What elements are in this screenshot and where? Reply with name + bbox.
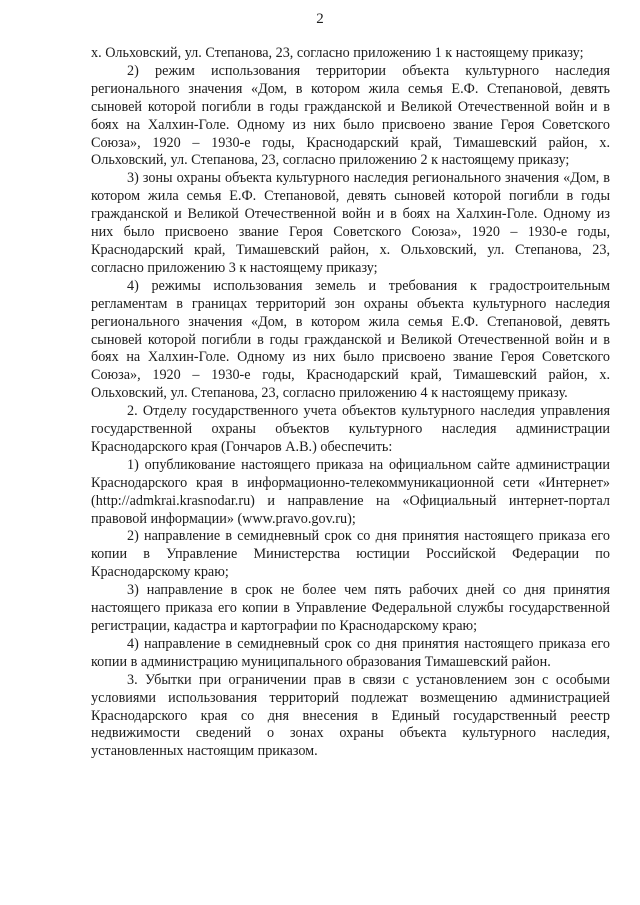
paragraph-item-3-protection-zones: 3) зоны охраны объекта культурного наследия регионального значения «Дом, в котором жила семья Е.Ф. Степановой, девять сыновей которой погибли в годы гражданской и Великой Отечественной войн и в боях на Халхин-Голе. Одному из них было присвоено звание Героя Советского Союза», 1920 – 1930-е годы, Краснодарский край, Тимашевский район, х. Ольховский, ул. Степанова, 23, согласно приложению 3 к настоящему приказу; bbox=[91, 170, 610, 276]
paragraph-item-2-territory-regime: 2) режим использования территории объекта культурного наследия регионального значения «Дом, в котором жила семья Е.Ф. Степановой, девять сыновей которой погибли в годы гражданской и Великой Отечественной войн и в боях на Халхин-Голе. Одному из них было присвоено звание Героя Советского Союза», 1920 – 1930-е годы, Краснодарский край, Тимашевский район, х. Ольховский, ул. Степанова, 23, согласно приложению 2 к настоящему приказу; bbox=[91, 62, 610, 169]
paragraph-item-4-land-use-regimes: 4) режимы использования земель и требования к градостроительным регламентам в границах территорий зон охраны объекта культурного наследия регионального значения «Дом, в котором жила семья Е.Ф. Степановой, девять сыновей которой погибли в годы гражданской и Великой Отечественной войн и в боях на Халхин-Голе. Одному из них было присвоено звание Героя Советского Союза», 1920 – 1930-е годы, Краснодарский край, Тимашевский район, х. Ольховский, ул. Степанова, 23, согласно приложению 4 к настоящему приказу. bbox=[91, 277, 610, 402]
paragraph-section-2-department-duties: 2. Отделу государственного учета объектов культурного наследия управления государственной охраны объектов культурного наследия администрации Краснодарского края (Гончаров А.В.) обеспечить: bbox=[91, 403, 610, 455]
page-number: 2 bbox=[316, 11, 324, 27]
paragraph-duty-3-rosreestr: 3) направление в срок не более чем пять рабочих дней со дня принятия настоящего приказа его копии в Управление Федеральной службы государственной регистрации, кадастра и картографии по Краснодарскому краю; bbox=[91, 582, 610, 634]
document-body bbox=[91, 45, 610, 761]
paragraph-section-3-compensation: 3. Убытки при ограничении прав в связи с установлением зон с особыми условиями использования территорий подлежат возмещению администрацией Краснодарского края со дня внесения в Единый государственный реестр недвижимости сведений о зонах охраны объекта культурного наследия, установленных настоящим приказом. bbox=[91, 671, 610, 760]
paragraph-duty-1-publication: 1) опубликование настоящего приказа на официальном сайте администрации Краснодарского края в информационно-телекоммуникационной сети «Интернет» (http://admkrai.krasnodar.ru) и направление на «Официальный интернет-портал правовой информации» (www.pravo.gov.ru); bbox=[91, 456, 610, 527]
paragraph-duty-2-ministry-of-justice: 2) направление в семидневный срок со дня принятия настоящего приказа его копии в Управление Министерства юстиции Российской Федерации по Краснодарскому краю; bbox=[91, 528, 610, 581]
paragraph-duty-4-municipal-administration: 4) направление в семидневный срок со дня принятия настоящего приказа его копии в администрацию муниципального образования Тимашевский район. bbox=[91, 635, 610, 670]
paragraph-continuation: х. Ольховский, ул. Степанова, 23, согласно приложению 1 к настоящему приказу; bbox=[91, 45, 584, 61]
